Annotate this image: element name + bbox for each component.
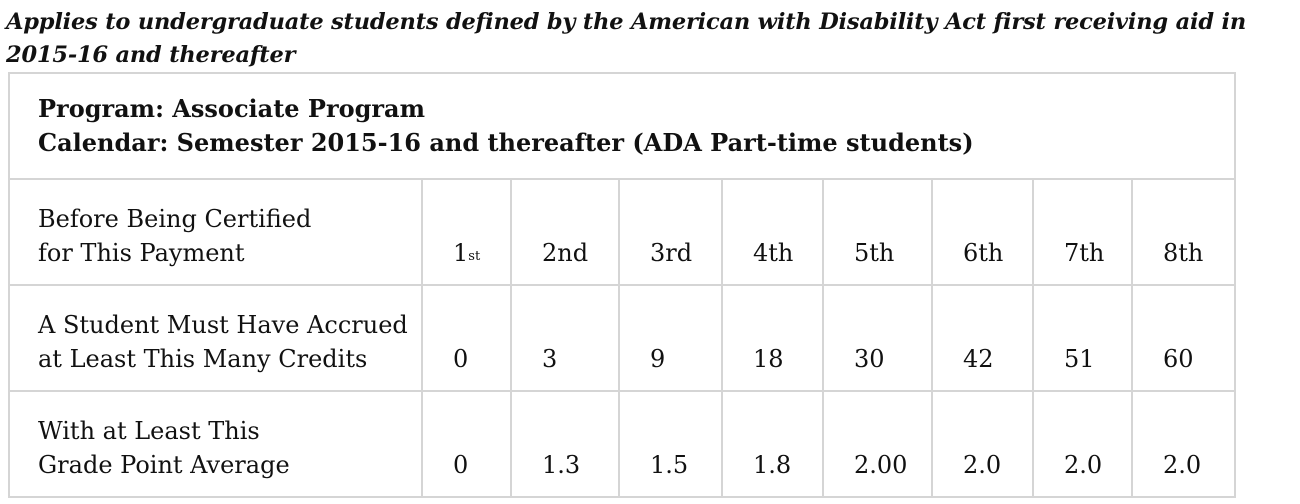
row-label-line: for This Payment (38, 239, 245, 267)
table-cell: 18 (722, 285, 823, 391)
table-row-payment (9, 179, 1235, 285)
table-cell: 3 (511, 285, 619, 391)
table-cell: 9 (619, 285, 722, 391)
payment-ordinal: 1 (453, 239, 469, 267)
table-cell: 0 (422, 285, 511, 391)
table-cell: 2nd (511, 179, 619, 285)
table-header-row (9, 73, 1235, 179)
table-cell (422, 179, 511, 285)
row-label-payment (9, 179, 422, 285)
table-row-credits (9, 285, 1235, 391)
program-title: Program: Associate Program (38, 94, 425, 123)
row-label-line: With at Least This (38, 417, 260, 445)
calendar-title: Calendar: Semester 2015-16 and thereafter (ADA Part-time students) (38, 128, 974, 157)
table-cell: 6th (932, 179, 1033, 285)
table-cell: 3rd (619, 179, 722, 285)
table-cell: 2.0 (1033, 391, 1132, 497)
table-cell: 4th (722, 179, 823, 285)
table-cell: 2.00 (823, 391, 932, 497)
table-cell: 1.8 (722, 391, 823, 497)
table-cell: 42 (932, 285, 1033, 391)
table-cell: 8th (1132, 179, 1235, 285)
ordinal-suffix: st (468, 249, 481, 264)
requirements-table (8, 72, 1236, 498)
table-cell: 51 (1033, 285, 1132, 391)
table-cell: 2.0 (932, 391, 1033, 497)
table-cell: 1.3 (511, 391, 619, 497)
row-label-line: at Least This Many Credits (38, 345, 368, 373)
table-row-gpa (9, 391, 1235, 497)
row-label-line: Grade Point Average (38, 451, 290, 479)
row-label-line: Before Being Certified (38, 205, 312, 233)
table-cell: 60 (1132, 285, 1235, 391)
row-label-credits (9, 285, 422, 391)
table-header-cell (9, 73, 1235, 179)
intro-note: Applies to undergraduate students defined by the American with Disability Act first receiving aid in 2015-16 and thereafter (6, 9, 1247, 68)
row-label-line: A Student Must Have Accrued (38, 311, 408, 339)
table-cell: 2.0 (1132, 391, 1235, 497)
table-cell: 0 (422, 391, 511, 497)
table-cell: 30 (823, 285, 932, 391)
table-cell: 1.5 (619, 391, 722, 497)
row-label-gpa (9, 391, 422, 497)
table-cell: 7th (1033, 179, 1132, 285)
table-cell: 5th (823, 179, 932, 285)
